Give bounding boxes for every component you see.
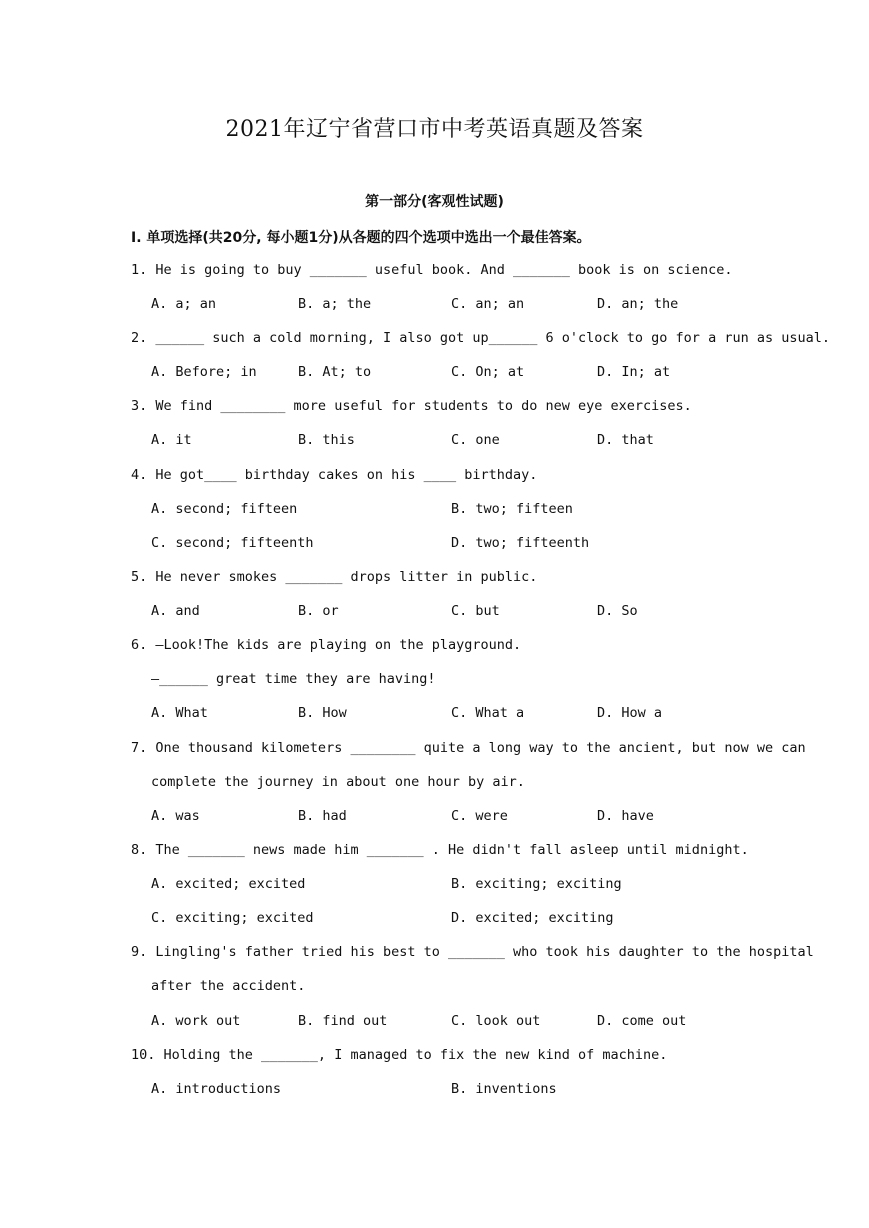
question-2-option-a: A. Before; in <box>151 364 257 380</box>
question-7-option-d: D. have <box>597 808 654 824</box>
question-1-stem: 1. He is going to buy _______ useful book. And _______ book is on science. <box>131 262 733 278</box>
document-title: 2021年辽宁省营口市中考英语真题及答案 <box>225 117 644 142</box>
question-4-option-c: C. second; fifteenth <box>151 535 314 551</box>
question-6-option-c: C. What a <box>451 705 525 721</box>
question-9-option-c: C. look out <box>451 1013 541 1029</box>
question-10-option-a: A. introductions <box>151 1081 282 1097</box>
question-4-option-a: A. second; fifteen <box>151 501 298 517</box>
question-3-option-a: A. it <box>151 432 192 448</box>
question-2-option-c: C. On; at <box>451 364 525 380</box>
question-6-option-a: A. What <box>151 705 208 721</box>
question-7-stem-line-2: complete the journey in about one hour by air. <box>151 774 525 790</box>
question-4-option-d: D. two; fifteenth <box>451 535 590 551</box>
question-6-option-b: B. How <box>298 705 347 721</box>
question-4-option-b: B. two; fifteen <box>451 501 573 517</box>
question-8-option-d: D. excited; exciting <box>451 910 614 926</box>
question-7-option-c: C. were <box>451 808 508 824</box>
question-8-option-a: A. excited; excited <box>151 876 306 892</box>
question-1-option-d: D. an; the <box>597 296 679 312</box>
question-2-stem: 2. ______ such a cold morning, I also got up______ 6 o'clock to go for a run as usual. <box>131 330 830 346</box>
question-7-stem: 7. One thousand kilometers ________ quite a long way to the ancient, but now we can <box>131 740 806 756</box>
question-4-stem: 4. He got____ birthday cakes on his ____ birthday. <box>131 467 538 483</box>
question-1-option-c: C. an; an <box>451 296 525 312</box>
part-heading: 第一部分(客观性试题) <box>365 194 504 210</box>
question-8-option-c: C. exciting; excited <box>151 910 314 926</box>
question-6-option-d: D. How a <box>597 705 663 721</box>
question-3-option-b: B. this <box>298 432 355 448</box>
question-6-stem: 6. —Look!The kids are playing on the playground. <box>131 637 522 653</box>
question-9-option-b: B. find out <box>298 1013 388 1029</box>
question-8-stem: 8. The _______ news made him _______ . He didn't fall asleep until midnight. <box>131 842 749 858</box>
question-3-option-c: C. one <box>451 432 500 448</box>
question-3-stem: 3. We find ________ more useful for students to do new eye exercises. <box>131 398 692 414</box>
question-7-option-a: A. was <box>151 808 200 824</box>
question-5-option-a: A. and <box>151 603 200 619</box>
question-2-option-b: B. At; to <box>298 364 372 380</box>
question-8-option-b: B. exciting; exciting <box>451 876 622 892</box>
question-5-option-b: B. or <box>298 603 339 619</box>
question-9-option-a: A. work out <box>151 1013 241 1029</box>
question-5-stem: 5. He never smokes _______ drops litter in public. <box>131 569 538 585</box>
question-7-option-b: B. had <box>298 808 347 824</box>
question-1-option-a: A. a; an <box>151 296 217 312</box>
question-2-option-d: D. In; at <box>597 364 671 380</box>
question-1-option-b: B. a; the <box>298 296 372 312</box>
question-10-option-b: B. inventions <box>451 1081 557 1097</box>
question-9-stem-line-2: after the accident. <box>151 978 306 994</box>
question-5-option-d: D. So <box>597 603 638 619</box>
question-3-option-d: D. that <box>597 432 654 448</box>
question-9-stem: 9. Lingling's father tried his best to _______ who took his daughter to the hospital <box>131 944 814 960</box>
section-heading: Ⅰ. 单项选择(共20分, 每小题1分)从各题的四个选项中选出一个最佳答案。 <box>131 230 591 246</box>
question-9-option-d: D. come out <box>597 1013 687 1029</box>
question-6-stem-line-2: —______ great time they are having! <box>151 671 436 687</box>
question-10-stem: 10. Holding the _______, I managed to fix the new kind of machine. <box>131 1047 668 1063</box>
question-5-option-c: C. but <box>451 603 500 619</box>
